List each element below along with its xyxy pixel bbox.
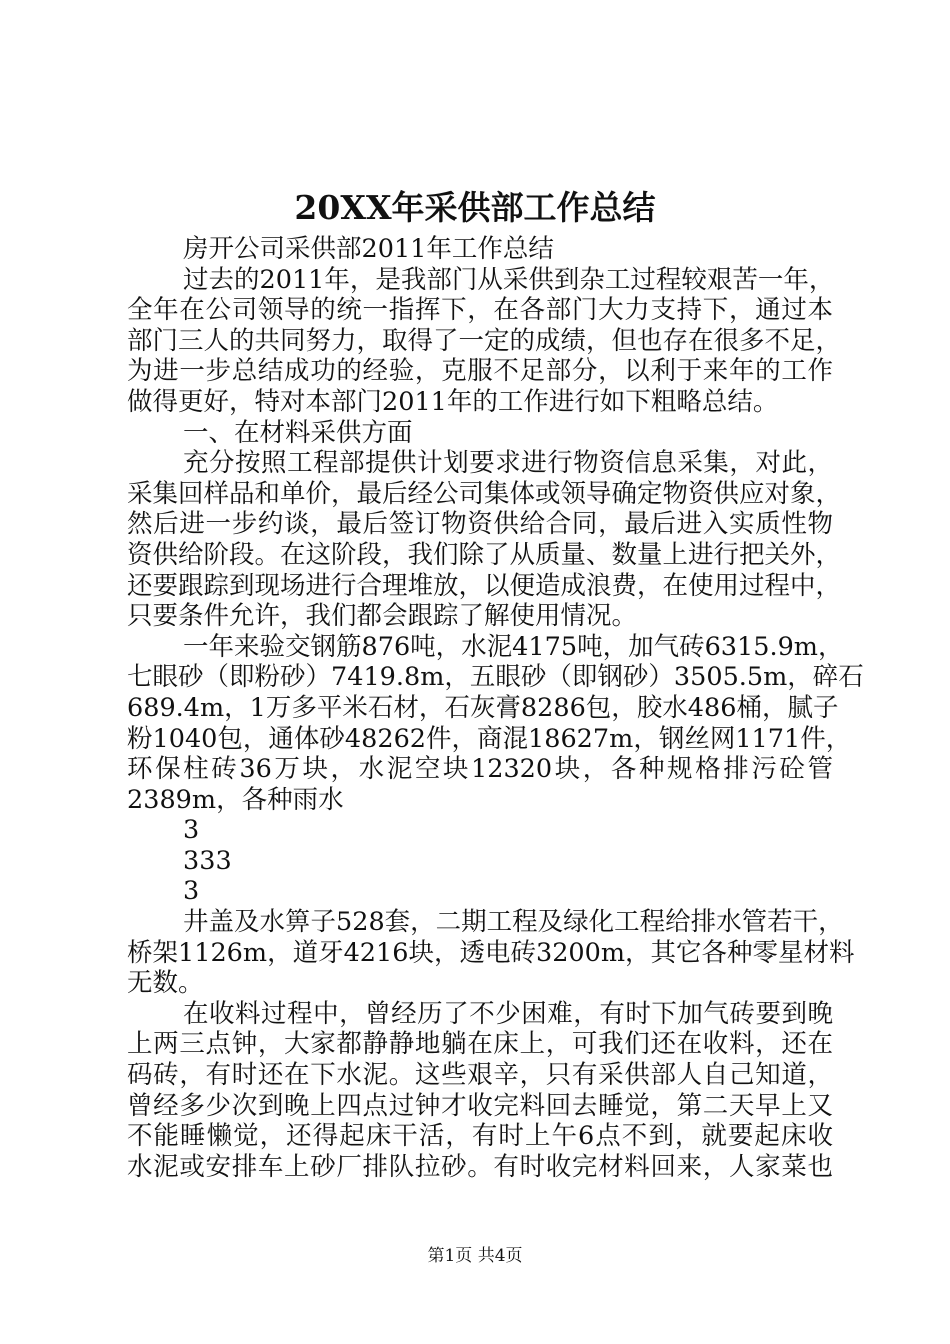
- text-line: 粉1040包，通体砂48262件，商混18627m，钢丝网1171件，: [127, 723, 852, 754]
- text-line: 充分按照工程部提供计划要求进行物资信息采集，对此，: [183, 448, 833, 479]
- page-footer: 第1页 共4页: [427, 1246, 523, 1266]
- document-body: [127, 234, 864, 1182]
- text-line: 井盖及水箅子528套，二期工程及绿化工程给排水管若干，: [183, 907, 844, 938]
- document-title: 20XX年采供部工作总结: [294, 188, 656, 227]
- text-line: 过去的2011年，是我部门从采供到杂工过程较艰苦一年，: [183, 264, 835, 295]
- text-line: 3: [183, 815, 200, 846]
- text-line: 3: [183, 876, 200, 907]
- text-line: 桥架1126m，道牙4216块，透电砖3200m，其它各种零星材料: [127, 937, 855, 968]
- text-line: 房开公司采供部2011年工作总结: [183, 234, 554, 264]
- text-line: 一年来验交钢筋876吨，水泥4175吨，加气砖6315.9m，: [183, 631, 844, 662]
- text-line: 为进一步总结成功的经验，克服不足部分，以利于来年的工作: [127, 356, 833, 387]
- text-line: 在收料过程中，曾经历了不少困难，有时下加气砖要到晚: [183, 998, 833, 1029]
- text-line: 环保柱砖36万块，水泥空块12320块，各种规格排污砼管: [127, 754, 833, 785]
- text-line: 然后进一步约谈，最后签订物资供给合同，最后进入实质性物: [127, 509, 833, 540]
- text-line: 采集回样品和单价，最后经公司集体或领导确定物资供应对象，: [127, 478, 842, 509]
- text-line: 只要条件允许，我们都会跟踪了解使用情况。: [127, 601, 638, 632]
- text-line: 一、在材料采供方面: [183, 417, 413, 448]
- text-line: 2389m，各种雨水: [127, 784, 344, 815]
- text-line: 全年在公司领导的统一指挥下，在各部门大力支持下，通过本: [127, 295, 833, 326]
- text-line: 做得更好，特对本部门2011年的工作进行如下粗略总结。: [127, 386, 779, 417]
- text-line: 码砖，有时还在下水泥。这些艰辛，只有采供部人自己知道，: [127, 1060, 833, 1091]
- text-line: 333: [183, 845, 232, 876]
- text-line: 水泥或安排车上砂厂排队拉砂。有时收完材料回来，人家菜也: [127, 1151, 833, 1182]
- text-line: 七眼砂（即粉砂）7419.8m，五眼砂（即钢砂）3505.5m，碎石: [127, 662, 864, 693]
- text-line: 资供给阶段。在这阶段，我们除了从质量、数量上进行把关外，: [127, 539, 842, 570]
- text-line: 无数。: [127, 968, 204, 999]
- text-line: 还要跟踪到现场进行合理堆放，以便造成浪费，在使用过程中，: [127, 570, 842, 601]
- text-line: 曾经多少次到晚上四点过钟才收完料回去睡觉，第二天早上又: [127, 1090, 833, 1121]
- text-line: 上两三点钟，大家都静静地躺在床上，可我们还在收料，还在: [127, 1029, 833, 1060]
- text-line: 不能睡懒觉，还得起床干活，有时上午6点不到，就要起床收: [127, 1121, 833, 1152]
- text-line: 689.4m，1万多平米石材，石灰膏8286包，胶水486桶，腻子: [127, 692, 839, 723]
- text-line: 部门三人的共同努力，取得了一定的成绩，但也存在很多不足，: [127, 325, 842, 356]
